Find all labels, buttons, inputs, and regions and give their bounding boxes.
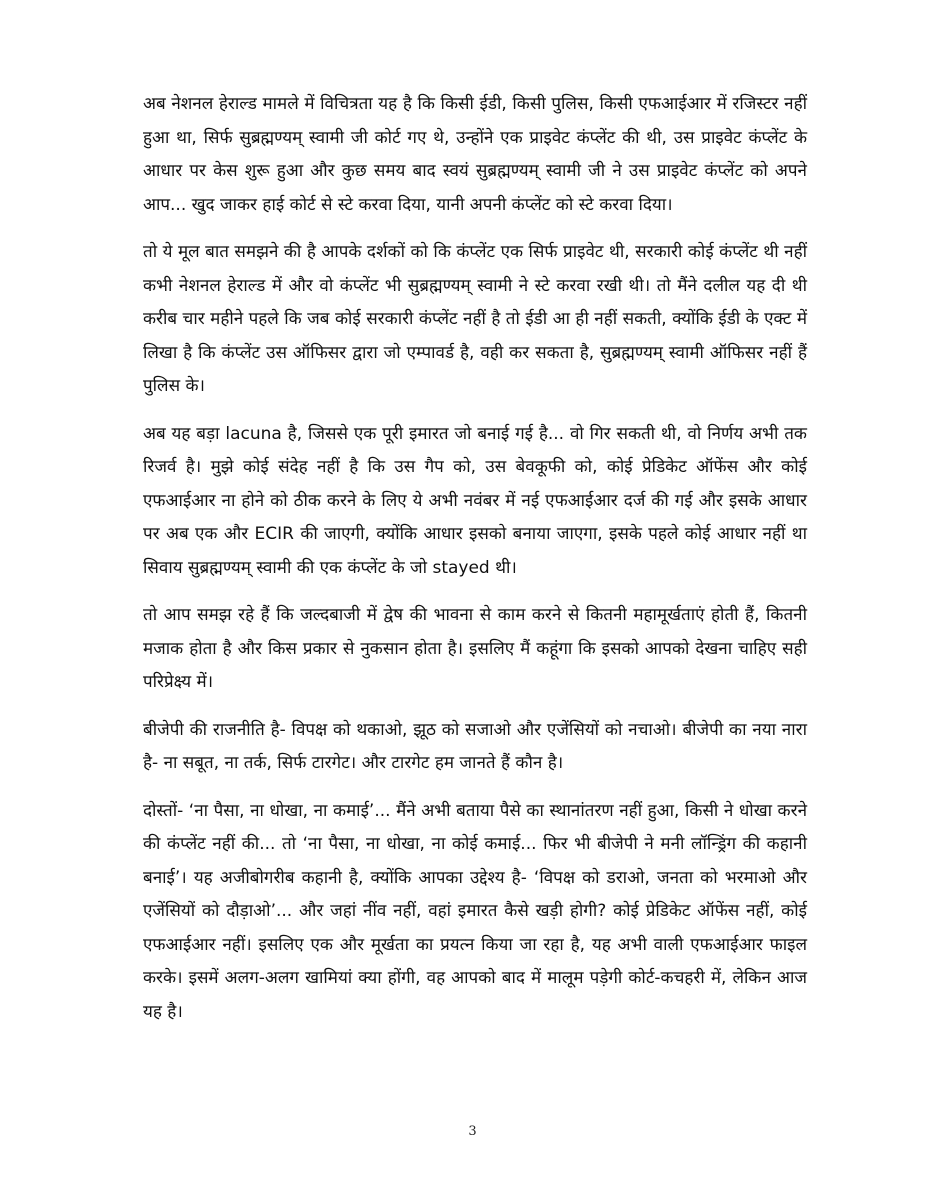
paragraph-1: अब नेशनल हेराल्ड मामले में विचित्रता यह है कि किसी ईडी, किसी पुलिस, किसी एफआईआर में रजिस्टर नहीं हुआ था, सिर्फ सुब्रह्मण्यम् स्वामी जी कोर्ट गए थे, उन्होंने एक प्राइवेट कंप्लेंट की थी, उस प्राइवेट कंप्लेंट के आधार पर केस शुरू हुआ और कुछ समय बाद स्वयं सुब्रह्मण्यम् स्वामी जी ने उस प्राइवेट कंप्लेंट को अपने आप... खुद जाकर हाई कोर्ट से स्टे करवा दिया, यानी अपनी कंप्लेंट को स्टे करवा दिया। bbox=[143, 94, 807, 215]
document-body bbox=[143, 88, 807, 1043]
paragraph-4: तो आप समझ रहे हैं कि जल्दबाजी में द्वेष की भावना से काम करने से कितनी महामूर्खताएं होती हैं, कितनी मजाक होता है और किस प्रकार से नुकसान होता है। इसलिए मैं कहूंगा कि इसको आपको देखना चाहिए सही परिप्रेक्ष्य में। bbox=[143, 605, 807, 692]
paragraph-6: दोस्तों- ‘ना पैसा, ना धोखा, ना कमाई’... मैंने अभी बताया पैसे का स्थानांतरण नहीं हुआ, किसी ने धोखा करने की कंप्लेंट नहीं की... तो ‘ना पैसा, ना धोखा, ना कोई कमाई... फिर भी बीजेपी ने मनी लॉन्ड्रिंग की कहानी बनाई’। यह अजीबोगरीब कहानी है, क्योंकि आपका उद्देश्य है- ‘विपक्ष को डराओ, जनता को भरमाओ और एजेंसियों को दौड़ाओ’... और जहां नींव नहीं, वहां इमारत कैसे खड़ी होगी? कोई प्रेडिकेट ऑफेंस नहीं, कोई एफआईआर नहीं। इसलिए एक और मूर्खता का प्रयत्न किया जा रहा है, यह अभी वाली एफआईआर फाइल करके। इसमें अलग-अलग खामियां क्या होंगी, वह आपको बाद में मालूम पड़ेगी कोर्ट-कचहरी में, लेकिन आज यह है। bbox=[143, 800, 807, 1022]
page-number: 3 bbox=[468, 1124, 477, 1139]
paragraph-2: तो ये मूल बात समझने की है आपके दर्शकों को कि कंप्लेंट एक सिर्फ प्राइवेट थी, सरकारी कोई कंप्लेंट थी नहीं कभी नेशनल हेराल्ड में और वो कंप्लेंट भी सुब्रह्मण्यम् स्वामी ने स्टे करवा रखी थी। तो मैंने दलील यह दी थी करीब चार महीने पहले कि जब कोई सरकारी कंप्लेंट नहीं है तो ईडी आ ही नहीं सकती, क्योंकि ईडी के एक्ट में लिखा है कि कंप्लेंट उस ऑफिसर द्वारा जो एम्पावर्ड है, वही कर सकता है, सुब्रह्मण्यम् स्वामी ऑफिसर नहीं हैं पुलिस के। bbox=[143, 242, 807, 396]
paragraph-5: बीजेपी की राजनीति है- विपक्ष को थकाओ, झूठ को सजाओ और एजेंसियों को नचाओ। बीजेपी का नया नारा है- ना सबूत, ना तर्क, सिर्फ टारगेट। और टारगेट हम जानते हैं कौन है। bbox=[143, 719, 807, 773]
paragraph-3: अब यह बड़ा lacuna है, जिससे एक पूरी इमारत जो बनाई गई है... वो गिर सकती थी, वो निर्णय अभी तक रिजर्व है। मुझे कोई संदेह नहीं है कि उस गैप को, उस बेवकूफी को, कोई प्रेडिकेट ऑफेंस और कोई एफआईआर ना होने को ठीक करने के लिए ये अभी नवंबर में नई एफआईआर दर्ज की गई और इसके आधार पर अब एक और ECIR की जाएगी, क्योंकि आधार इसको बनाया जाएगा, इसके पहले कोई आधार नहीं था सिवाय सुब्रह्मण्यम् स्वामी की एक कंप्लेंट के जो stayed थी। bbox=[143, 423, 807, 578]
